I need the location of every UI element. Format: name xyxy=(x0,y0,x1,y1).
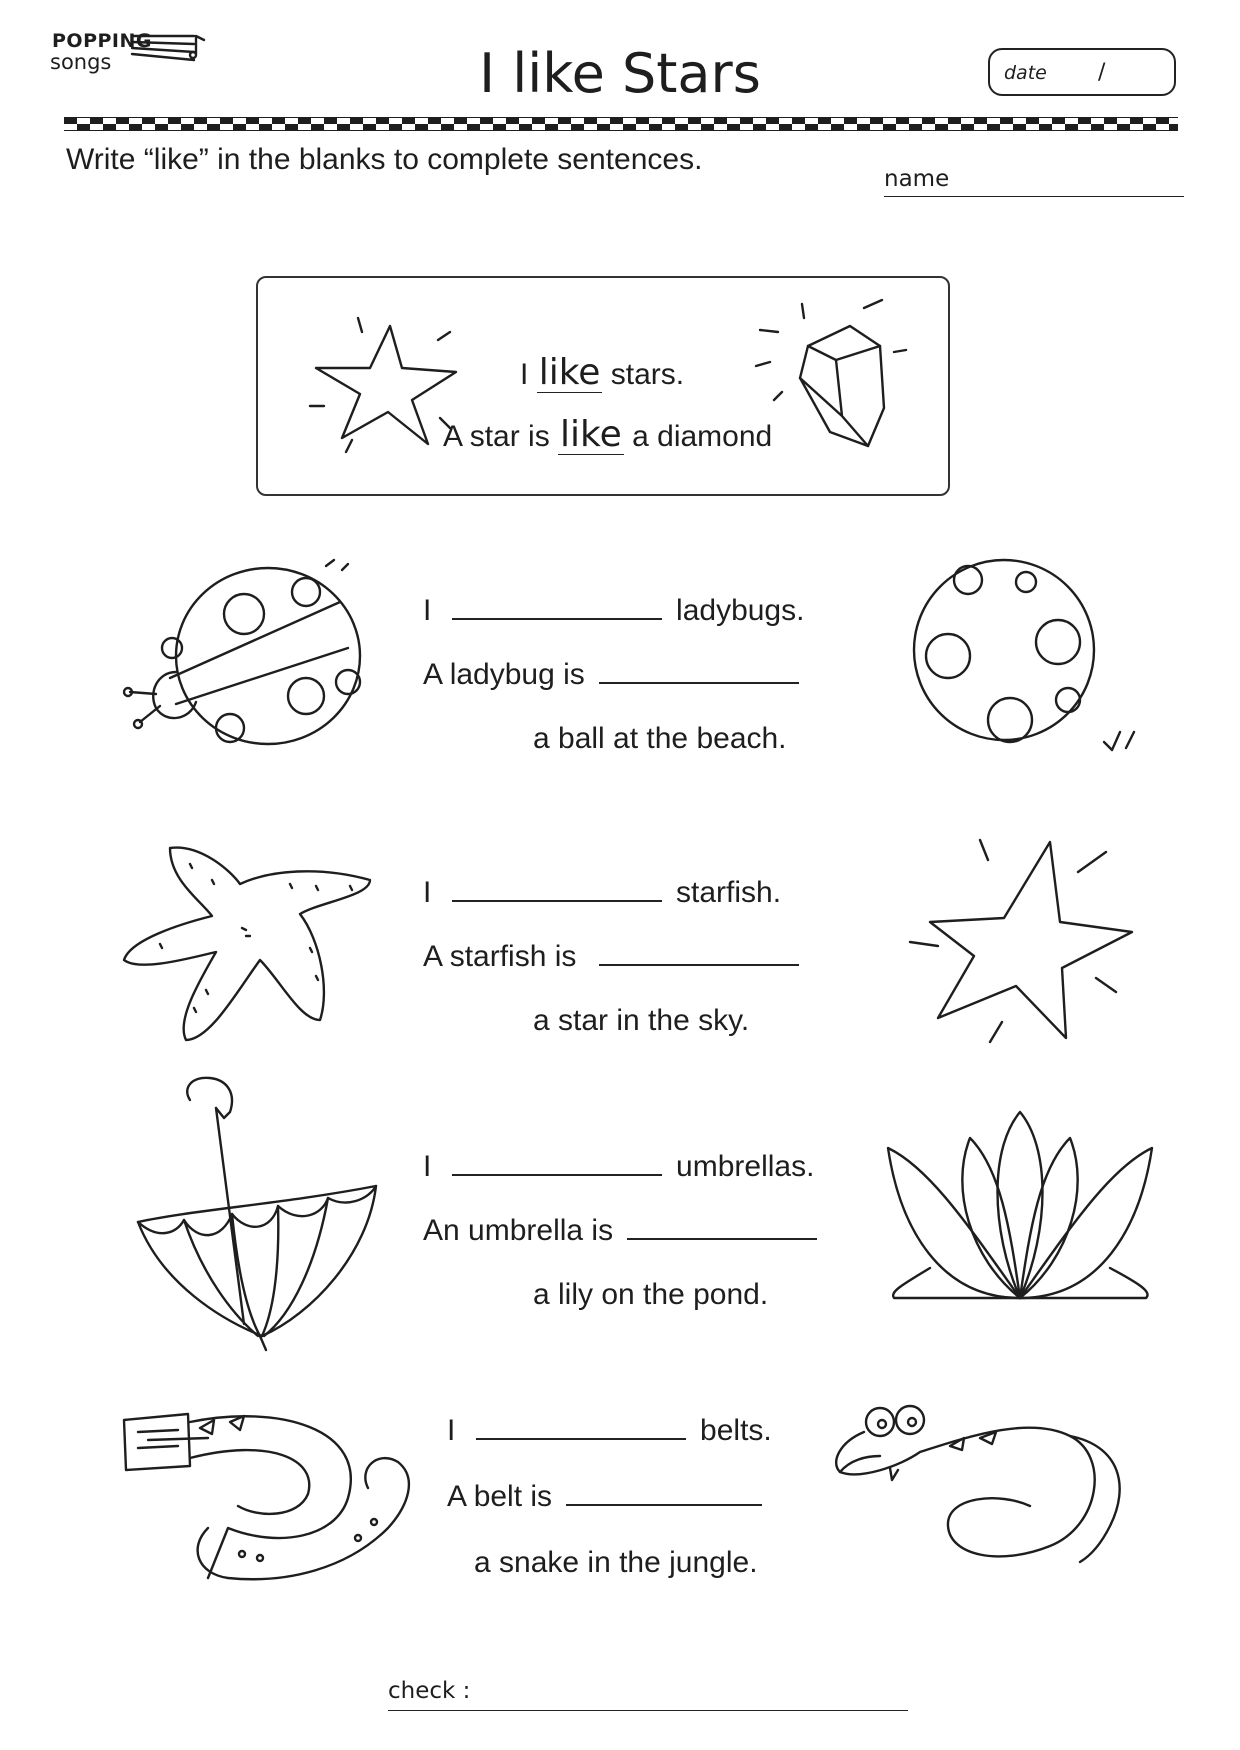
exercise-1-blank-1[interactable] xyxy=(452,594,662,620)
star-icon xyxy=(910,836,1140,1046)
diamond-icon xyxy=(756,296,916,456)
exercise-4-blank-2[interactable] xyxy=(566,1480,762,1506)
lily-icon xyxy=(880,1108,1160,1308)
exercise-2-line-2: A starfish is xyxy=(423,940,799,974)
check-field[interactable] xyxy=(388,1710,908,1711)
page-title: I like Stars xyxy=(479,42,761,105)
logo-popping: POPPING xyxy=(52,30,152,52)
ladybug-icon xyxy=(120,552,370,762)
exercise-3-line-3: a lily on the pond. xyxy=(533,1278,769,1311)
date-separator: / xyxy=(1098,60,1106,85)
name-field[interactable] xyxy=(884,196,1184,197)
exercise-4-line-3: a snake in the jungle. xyxy=(474,1546,758,1579)
star-icon xyxy=(300,310,460,450)
logo-songs: songs xyxy=(50,50,112,74)
exercise-2-blank-2[interactable] xyxy=(599,940,799,966)
example-line-2: A star is like a diamond xyxy=(443,414,773,455)
example-line-1: I like stars. xyxy=(520,352,685,393)
exercise-3-line-2: An umbrella is xyxy=(423,1214,817,1248)
exercise-4-line-1: I belts. xyxy=(447,1414,772,1447)
snake-icon xyxy=(830,1396,1130,1576)
exercise-4-blank-1[interactable] xyxy=(476,1414,686,1440)
exercise-4-line-2: A belt is xyxy=(447,1480,762,1514)
beach-ball-icon xyxy=(906,552,1146,762)
instructions: Write “like” in the blanks to complete sentences. xyxy=(66,143,703,176)
exercise-1-blank-2[interactable] xyxy=(599,658,799,684)
starfish-icon xyxy=(120,840,390,1040)
exercise-1-line-1: I ladybugs. xyxy=(423,594,805,627)
date-field[interactable] xyxy=(988,48,1176,96)
exercise-2-line-3: a star in the sky. xyxy=(533,1004,750,1037)
exercise-2-line-1: I starfish. xyxy=(423,876,782,909)
exercise-3-line-1: I umbrellas. xyxy=(423,1150,815,1183)
date-label: date xyxy=(1004,62,1047,84)
exercise-1-line-2: A ladybug is xyxy=(423,658,799,692)
umbrella-icon xyxy=(132,1074,382,1354)
check-label: check : xyxy=(388,1678,471,1704)
exercise-2-blank-1[interactable] xyxy=(452,876,662,902)
exercise-3-blank-1[interactable] xyxy=(452,1150,662,1176)
name-label: name xyxy=(884,166,950,192)
belt-icon xyxy=(118,1398,418,1578)
exercise-1-line-3: a ball at the beach. xyxy=(533,722,787,755)
exercise-3-blank-2[interactable] xyxy=(627,1214,817,1240)
example-answer-1: like xyxy=(538,352,601,393)
checkered-divider-border xyxy=(64,117,1178,131)
example-answer-2: like xyxy=(560,414,622,455)
